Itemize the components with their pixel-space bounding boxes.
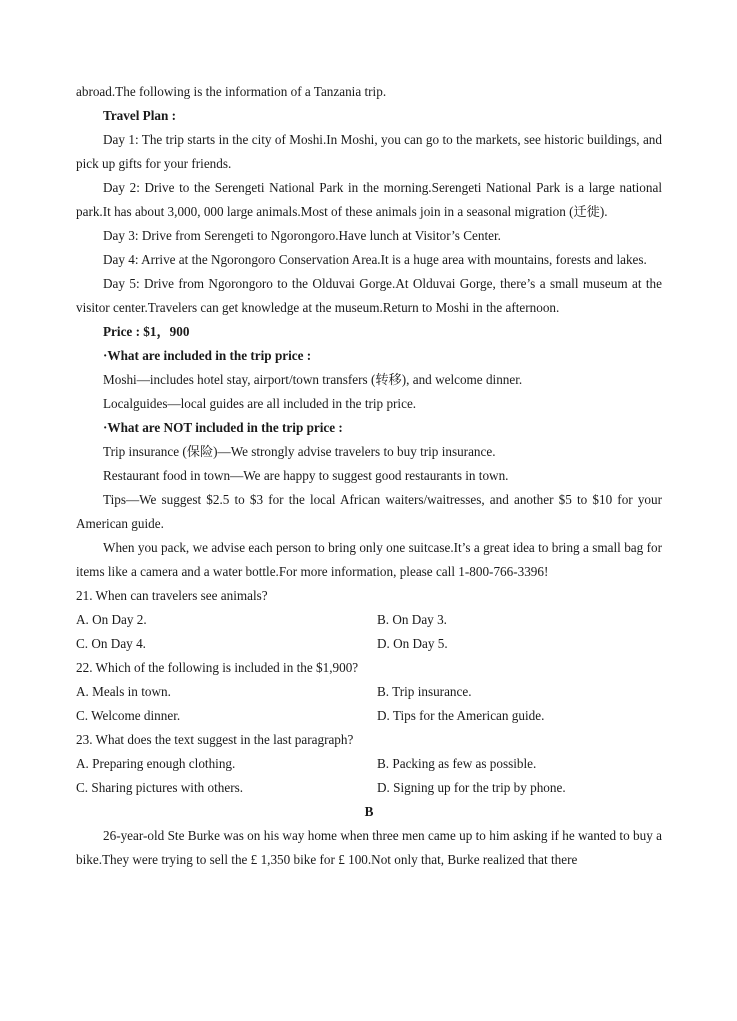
question-22-option-c: C. Welcome dinner. [76, 708, 181, 723]
question-23-options-row-2 [76, 776, 662, 800]
question-22: 22. Which of the following is included in the $1,900? [76, 660, 359, 675]
included-heading: ·What are included in the trip price : [103, 348, 312, 363]
not-included-restaurant: Restaurant food in town—We are happy to suggest good restaurants in town. [103, 468, 509, 483]
day-5-text: Day 5: Drive from Ngorongoro to the Olduvai Gorge.At Olduvai Gorge, there’s a small museum at the visitor center.Travelers can get knowledge at the museum.Return to Moshi in the afternoon. [76, 276, 662, 315]
question-22-options-row-1 [76, 680, 662, 704]
price-text: Price : $1，900 [103, 324, 190, 339]
day-3-text: Day 3: Drive from Serengeti to Ngorongoro.Have lunch at Visitor’s Center. [103, 228, 501, 243]
day-2-text: Day 2: Drive to the Serengeti National Park in the morning.Serengeti National Park is a large national park.It has about 3,000, 000 large animals.Most of these animals join in a seasonal migration (迁徙). [76, 180, 662, 219]
question-23-options-row-1 [76, 752, 662, 776]
not-included-insurance: Trip insurance (保险)—We strongly advise travelers to buy trip insurance. [103, 444, 496, 459]
question-22-option-d: D. Tips for the American guide. [377, 708, 545, 723]
question-21-option-a: A. On Day 2. [76, 612, 147, 627]
question-23: 23. What does the text suggest in the last paragraph? [76, 732, 354, 747]
day-4-text: Day 4: Arrive at the Ngorongoro Conservation Area.It is a huge area with mountains, forests and lakes. [103, 252, 647, 267]
section-b-heading: B [364, 804, 374, 819]
included-item-guides: Localguides—local guides are all included in the trip price. [103, 396, 417, 411]
question-23-option-c: C. Sharing pictures with others. [76, 780, 244, 795]
question-21-options-row-2 [76, 632, 662, 656]
question-21-option-c: C. On Day 4. [76, 636, 146, 651]
question-23-option-a: A. Preparing enough clothing. [76, 756, 236, 771]
document-page [76, 80, 662, 872]
question-21-option-b: B. On Day 3. [377, 612, 447, 627]
question-21: 21. When can travelers see animals? [76, 588, 268, 603]
question-23-option-d: D. Signing up for the trip by phone. [377, 780, 566, 795]
packing-text: When you pack, we advise each person to bring only one suitcase.It’s a great idea to bring a small bag for items like a camera and a water bottle.For more information, please call 1-800-766-3396! [76, 540, 662, 579]
not-included-heading: ·What are NOT included in the trip price : [103, 420, 343, 435]
not-included-tips: Tips—We suggest $2.5 to $3 for the local African waiters/waitresses, and another $5 to $10 for your American guide. [76, 492, 662, 531]
question-22-option-b: B. Trip insurance. [377, 684, 472, 699]
intro-text: abroad.The following is the information of a Tanzania trip. [76, 84, 387, 99]
travel-plan-heading: Travel Plan : [103, 108, 177, 123]
section-b-text: 26-year-old Ste Burke was on his way home when three men came up to him asking if he wanted to buy a bike.They were trying to sell the £ 1,350 bike for £ 100.Not only that, Burke realized that there [76, 828, 662, 867]
question-23-option-b: B. Packing as few as possible. [377, 756, 537, 771]
included-item-moshi: Moshi—includes hotel stay, airport/town transfers (转移), and welcome dinner. [103, 372, 523, 387]
question-22-options-row-2 [76, 704, 662, 728]
question-21-option-d: D. On Day 5. [377, 636, 448, 651]
question-21-options-row-1 [76, 608, 662, 632]
question-22-option-a: A. Meals in town. [76, 684, 171, 699]
day-1-text: Day 1: The trip starts in the city of Moshi.In Moshi, you can go to the markets, see historic buildings, and pick up gifts for your friends. [76, 132, 662, 171]
